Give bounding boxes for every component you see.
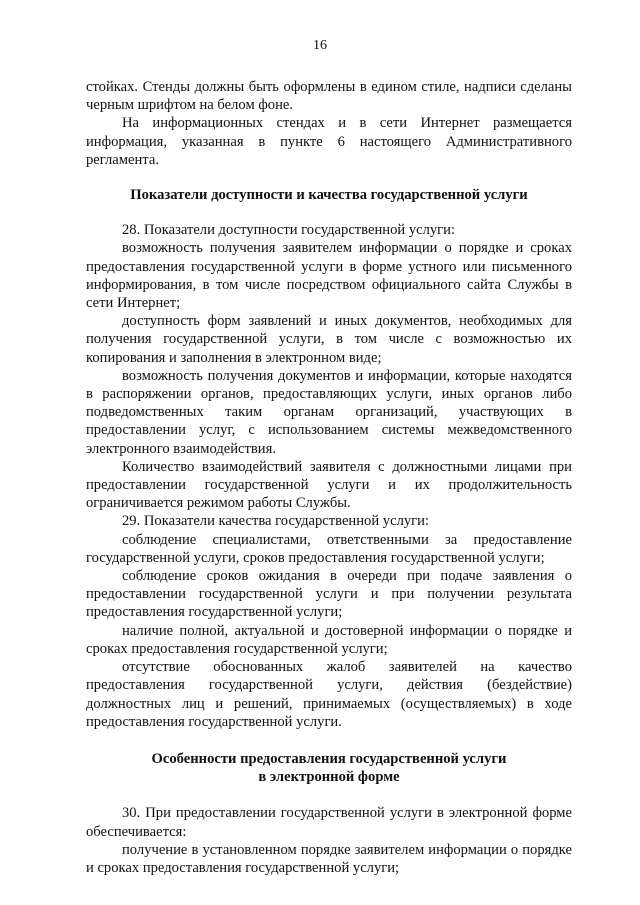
section-heading: Особенности предоставления государственной услуги — [151, 750, 507, 767]
paragraph: 29. Показатели качества государственной услуги: — [122, 513, 430, 530]
page-number: 16 — [313, 38, 327, 53]
paragraph: доступность форм заявлений и иных документов, необходимых для получения государственной услуги, в том числе с возможностью их копирования и заполнения в электронном виде; — [86, 313, 572, 366]
paragraph: Количество взаимодействий заявителя с должностными лицами при предоставлении государственной услуги и их продолжительность ограничивается режимом работы Службы. — [86, 458, 572, 512]
paragraph: 30. При предоставлении государственной услуги в электронной форме обеспечивается: — [86, 805, 572, 840]
paragraph: стойках. Стенды должны быть оформлены в едином стиле, надписи сделаны черным шрифтом на белом фоне. — [86, 79, 572, 114]
paragraph: возможность получения документов и информации, которые находятся в распоряжении органов, предоставляющих услуги, иных органов либо подведомственных таким органам организаций, участвующих в предоставлении услуг, с использованием системы межведомственного электронного взаимодействия. — [86, 367, 572, 457]
paragraph: На информационных стендах и в сети Интернет размещается информация, указанная в пункте 6 настоящего Административного регламента. — [86, 115, 572, 168]
document-body — [86, 78, 572, 877]
paragraph: отсутствие обоснованных жалоб заявителей на качество предоставления государственной услуги, действия (бездействие) должностных лиц и решений, принимаемых (осуществляемых) в ходе предоставления государственной услуги. — [86, 659, 572, 730]
paragraph: соблюдение сроков ожидания в очереди при подаче заявления о предоставлении государственной услуги и при получении результата предоставления государственной услуги; — [86, 568, 572, 621]
section-heading: в электронной форме — [258, 769, 400, 786]
paragraph: возможность получения заявителем информации о порядке и сроках предоставления государственной услуги в форме устного или письменного информирования, в том числе посредством официального сайта Службы в сети Интернет; — [86, 240, 572, 312]
section-heading-block — [86, 750, 572, 786]
section-block — [86, 804, 572, 877]
paragraph: 28. Показатели доступности государственной услуги: — [122, 222, 456, 239]
paragraph: получение в установленном порядке заявителем информации о порядке и сроках предоставления государственной услуги; — [86, 841, 572, 876]
paragraph: наличие полной, актуальной и достоверной информации о порядке и сроках предоставления государственной услуги; — [86, 622, 572, 657]
paragraph: соблюдение специалистами, ответственными за предоставление государственной услуги, сроков предоставления государственной услуги; — [86, 531, 572, 566]
section-block — [86, 221, 572, 731]
section-heading: Показатели доступности и качества государственной услуги — [130, 187, 528, 204]
